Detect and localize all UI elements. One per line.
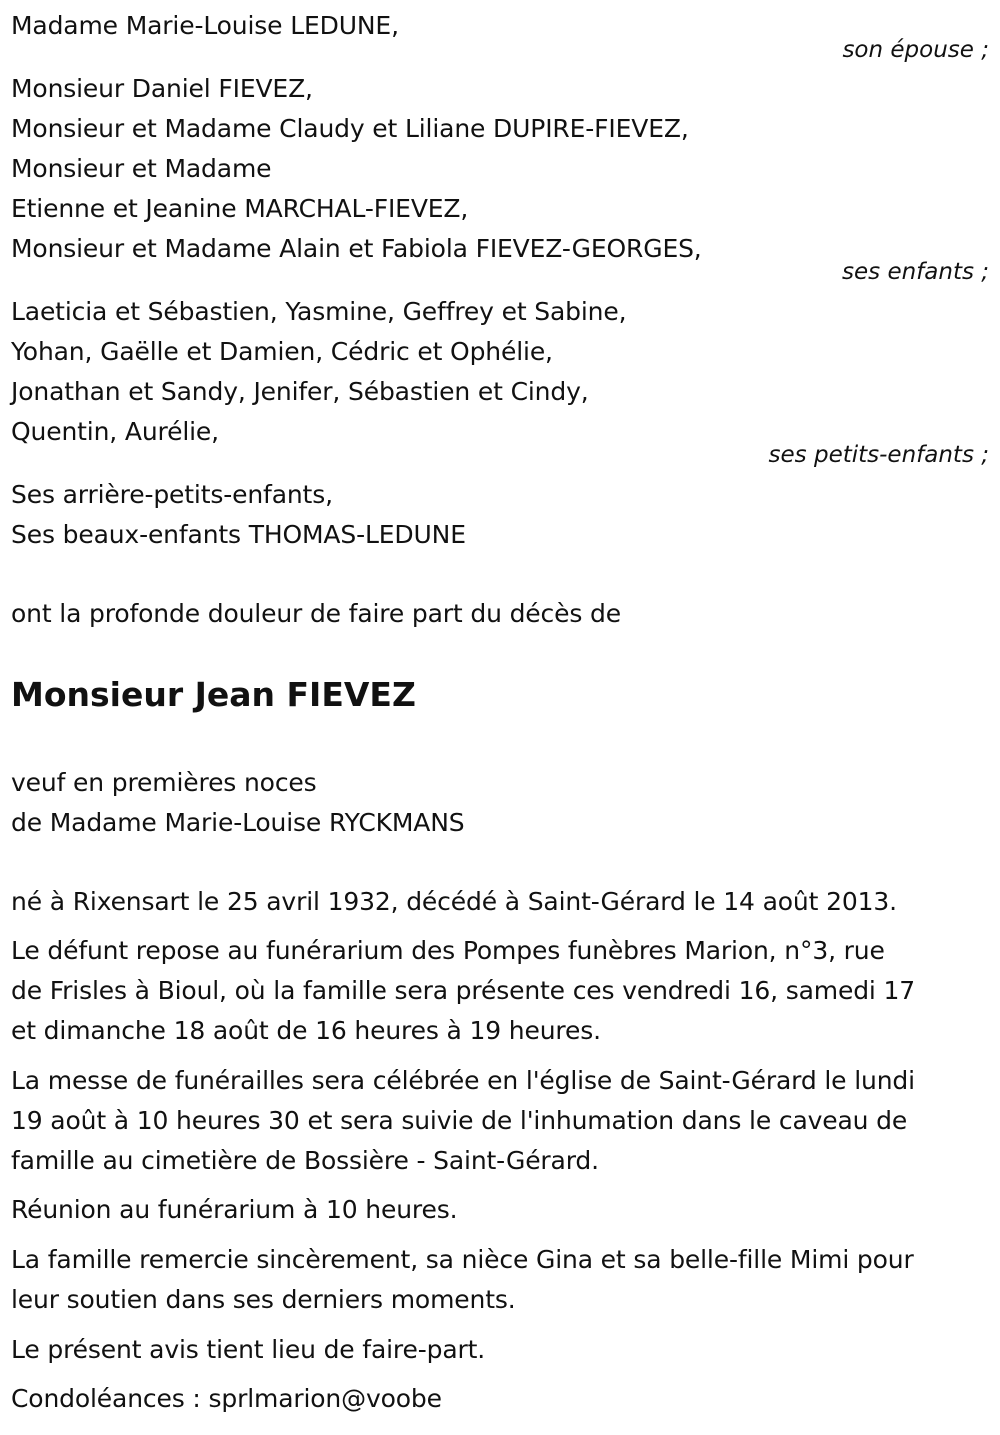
other-family-line: Ses arrière-petits-enfants, [11, 480, 333, 509]
announcement-text: ont la profonde douleur de faire part du décès de [11, 599, 621, 628]
children-role: ses enfants ; [842, 259, 989, 285]
child-line: Monsieur Daniel FIEVEZ, [11, 74, 313, 103]
spouse-name: Madame Marie-Louise LEDUNE, [11, 11, 399, 40]
deceased-name: Monsieur Jean FIEVEZ [11, 675, 416, 714]
widow-line: de Madame Marie-Louise RYCKMANS [11, 808, 465, 837]
child-line: Monsieur et Madame Claudy et Liliane DUPIRE-FIEVEZ, [11, 114, 689, 143]
child-line: Etienne et Jeanine MARCHAL-FIEVEZ, [11, 194, 469, 223]
meeting-text: Réunion au funérarium à 10 heures. [11, 1195, 458, 1224]
grandchildren-role: ses petits-enfants ; [768, 442, 989, 468]
other-family-line: Ses beaux-enfants THOMAS-LEDUNE [11, 520, 466, 549]
grandchild-line: Jonathan et Sandy, Jenifer, Sébastien et Cindy, [11, 377, 589, 406]
condolences-text: Condoléances : sprlmarion@voobe [11, 1384, 442, 1413]
funeral-line: famille au cimetière de Bossière - Saint-Gérard. [11, 1146, 599, 1175]
notice-text: Le présent avis tient lieu de faire-part. [11, 1335, 486, 1364]
wake-line: et dimanche 18 août de 16 heures à 19 heures. [11, 1016, 601, 1045]
wake-line: de Frisles à Bioul, où la famille sera présente ces vendredi 16, samedi 17 [11, 976, 916, 1005]
funeral-line: 19 août à 10 heures 30 et sera suivie de l'inhumation dans le caveau de [11, 1106, 908, 1135]
wake-line: Le défunt repose au funérarium des Pompes funèbres Marion, n°3, rue [11, 936, 885, 965]
thanks-line: leur soutien dans ses derniers moments. [11, 1285, 516, 1314]
child-line: Monsieur et Madame [11, 154, 272, 183]
birth-death-text: né à Rixensart le 25 avril 1932, décédé à Saint-Gérard le 14 août 2013. [11, 887, 897, 916]
funeral-line: La messe de funérailles sera célébrée en l'église de Saint-Gérard le lundi [11, 1066, 915, 1095]
child-line: Monsieur et Madame Alain et Fabiola FIEVEZ-GEORGES, [11, 234, 702, 263]
grandchild-line: Quentin, Aurélie, [11, 417, 219, 446]
thanks-line: La famille remercie sincèrement, sa nièce Gina et sa belle-fille Mimi pour [11, 1245, 914, 1274]
grandchild-line: Laeticia et Sébastien, Yasmine, Geffrey et Sabine, [11, 297, 627, 326]
widow-line: veuf en premières noces [11, 768, 317, 797]
grandchild-line: Yohan, Gaëlle et Damien, Cédric et Ophélie, [11, 337, 553, 366]
spouse-role: son épouse ; [842, 37, 989, 63]
